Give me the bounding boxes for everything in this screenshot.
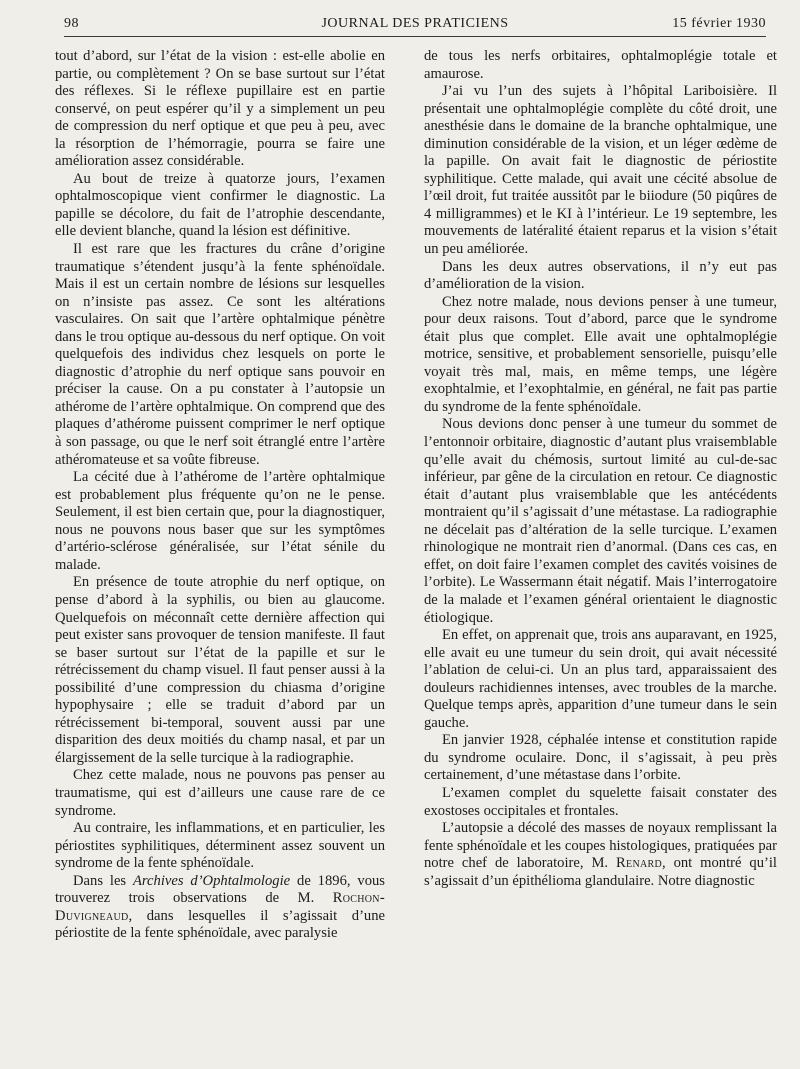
paragraph: Chez notre malade, nous devions penser à une tumeur, pour deux raisons. Tout d’abord, parce que le syndrome était plus que complet. Elle avait une ophtalmoplégie motrice, sensitive, et probablement sensorielle, puisqu’elle voyait très mal, mais, en même temps, une légère exophtalmie, et l’exophtalmie, en général, ne fait pas partie du syndrome de la fente sphénoïdale. xyxy=(424,293,777,415)
text-run: de 1896, vous trouverez trois observations de M. xyxy=(55,872,385,907)
issue-date: 15 février 1930 xyxy=(672,16,766,31)
journal-citation: Archives d’Ophtalmologie xyxy=(133,872,291,889)
paragraph: tout d’abord, sur l’état de la vision : est-elle abolie en partie, ou complètement ? On se base surtout sur l’état des réflexes. Si le réflexe pupillaire est en partie conservé, on peut espérer qu’il y a simplement un peu de compression du nerf optique et que peu à peu, avec la résorption de l’hémorragie, pourra se faire une amélioration assez considérable. xyxy=(55,48,385,170)
paragraph: La cécité due à l’athérome de l’artère ophtalmique est probablement plus fréquente qu’on ne le pense. Seulement, il est bien certain que, pour la diagnostiquer, nous ne pouvons nous baser que sur les symptômes d’artério-sclérose généralisée, sur l’état sénile du malade. xyxy=(55,469,385,573)
journal-title: JOURNAL DES PRATICIENS xyxy=(321,16,509,31)
paragraph: Dans les deux autres observations, il n’y eut pas d’amélioration de la vision. xyxy=(424,258,777,293)
text-run: Dans les xyxy=(73,872,133,889)
text-run: L’autopsie a décolé des masses de noyaux remplissant la fente sphénoïdale et les coupes histologiques, pratiquées par notre chef de laboratoire, M. xyxy=(424,820,777,872)
paragraph: Il est rare que les fractures du crâne d’origine traumatique s’étendent jusqu’à la fente sphénoïdale. Mais il est un certain nombre de lésions sur lesquelles on n’insiste pas assez. Ce sont les altérations vasculaires. On sait que l’artère ophtalmique pénètre dans le trou optique au-dessous du nerf optique. On voit quelquefois des individus chez lesquels on porte le diagnostic d’atrophie du nerf optique sans pouvoir en préciser la cause. On a pu constater à l’autopsie un athérome de l’artère ophtalmique. On comprend que des plaques d’athérome puissent comprimer le nerf optique à son passage, ou que le nerf soit étranglé entre l’artère athéromateuse et sa voûte fibreuse. xyxy=(55,241,385,468)
paragraph: Chez cette malade, nous ne pouvons pas penser au traumatisme, qui est d’ailleurs une cause rare de ce syndrome. xyxy=(55,767,385,819)
paragraph: J’ai vu l’un des sujets à l’hôpital Lariboisière. Il présentait une ophtalmoplégie complète du côté droit, une anesthésie dans le domaine de la branche ophtalmique, une diminution considérable de la vision, et un léger œdème de la papille. On avait fait le diagnostic de périostite syphilitique. Cette malade, qui avait une cécité absolue de l’œil droit, fut traitée aussitôt par le biiodure (50 piqûres de 4 milligrammes) et le KI à l’intérieur. Le 19 septembre, les mouvements de latéralité étaient reparus et la vision s’était un peu améliorée. xyxy=(424,83,777,258)
author-name: Rochon-Duvigneaud xyxy=(55,890,385,924)
running-header xyxy=(64,14,766,37)
left-column xyxy=(55,48,385,943)
text-run: , ont montré qu’il s’agissait d’un épithélioma glandulaire. Notre diagnostic xyxy=(424,855,777,889)
page-number: 98 xyxy=(64,16,79,31)
text-run: , dans lesquelles il s’agissait d’une périostite de la fente sphénoïdale, avec paralysie xyxy=(55,907,385,942)
paragraph: Nous devions donc penser à une tumeur du sommet de l’entonnoir orbitaire, diagnostic d’autant plus vraisemblable qu’elle avait du chémosis, surtout limité au cul-de-sac inférieur, par gêne de la circulation en retour. Ce diagnostic était d’autant plus vraisemblable que les antécédents montraient qu’il s’agissait d’une métastase. La radiographie ne décelait pas d’altération de la selle turcique. L’examen rhinologique ne montrait rien d’anormal. (Dans ces cas, en effet, on doit faire l’examen complet des cavités voisines de l’orbite). Le Wassermann était négatif. Mais l’interrogatoire de la malade et l’examen général orientaient le diagnostic étiologique. xyxy=(424,416,777,626)
paragraph xyxy=(55,873,385,943)
paragraph: En janvier 1928, céphalée intense et constitution rapide du syndrome oculaire. Donc, il s’agissait, à peu près certainement, d’une métastase dans l’orbite. xyxy=(424,732,777,784)
paragraph: de tous les nerfs orbitaires, ophtalmoplégie totale et amaurose. xyxy=(424,48,777,82)
paragraph: En présence de toute atrophie du nerf optique, on pense d’abord à la syphilis, ou bien au glaucome. Quelquefois on méconnaît cette dernière affection qui peut exister sans provoquer de tension manifeste. Il faut se baser surtout sur l’état de la papille et sur le rétrécissement du champ visuel. Il faut penser aussi à la possibilité d’une compression du chiasma d’origine hypophysaire ; elle se traduit d’abord par un rétrécissement bi-temporal, souvent aussi par une disparition des deux moitiés du champ nasal, et par un élargissement de la selle turcique à la radiographie. xyxy=(55,574,385,766)
paragraph: En effet, on apprenait que, trois ans auparavant, en 1925, elle avait eu une tumeur du sein droit, qui avait nécessité l’ablation de celui-ci. Un an plus tard, apparaissaient des douleurs rachidiennes intenses, avec troubles de la marche. Quelque temps après, apparition d’une tumeur dans le sein gauche. xyxy=(424,627,777,731)
paragraph: L’examen complet du squelette faisait constater des exostoses occipitales et frontales. xyxy=(424,784,777,819)
right-column xyxy=(424,48,777,890)
paragraph: Au contraire, les inflammations, et en particulier, les périostites syphilitiques, déterminent assez souvent un syndrome de la fente sphénoïdale. xyxy=(55,820,385,872)
paragraph: Au bout de treize à quatorze jours, l’examen ophtalmoscopique vient confirmer le diagnostic. La papille se décolore, du fait de l’atrophie descendante, elle devient blanche, quand la lésion est définitive. xyxy=(55,170,385,240)
author-name: Renard xyxy=(616,855,662,872)
paragraph xyxy=(424,820,777,890)
